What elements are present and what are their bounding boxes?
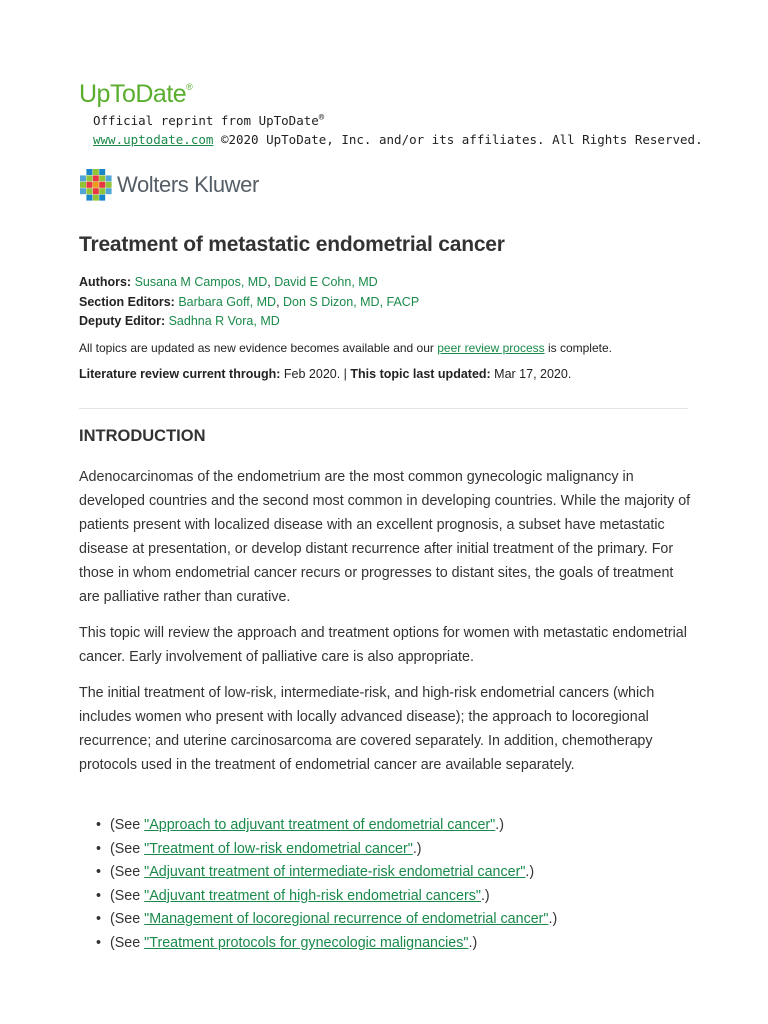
author-link[interactable]: Susana M Campos, MD xyxy=(134,275,268,289)
intro-paragraph-1: Adenocarcinomas of the endometrium are the most common gynecologic malignancy in developed countries and the second most common in developing countries. While the majority of patients present with localized disease with an excellent prognosis, a subset have metastatic disease at presentation, or develop distant recurrence after initial treatment of the primary. For those in whom endometrial cancer recurs or progresses to distant sites, the goals of treatment are palliative rather than curative. xyxy=(79,469,691,605)
topic-link[interactable]: "Adjuvant treatment of intermediate-risk endometrial cancer" xyxy=(144,864,526,880)
topic-link[interactable]: "Treatment protocols for gynecologic malignancies" xyxy=(144,934,469,951)
bullet-icon: • xyxy=(96,817,102,833)
section-editor-link[interactable]: Barbara Goff, MD xyxy=(178,294,277,309)
uptodate-logo: UpToDate® xyxy=(79,80,193,108)
wolters-kluwer-logo: Wolters Kluwer xyxy=(79,168,259,202)
topic-link[interactable]: "Approach to adjuvant treatment of endometrial cancer" xyxy=(144,817,496,833)
bullet-icon: • xyxy=(96,864,102,880)
see-suffix: .) xyxy=(495,817,504,833)
mosaic-tile xyxy=(86,182,92,188)
mosaic-tile xyxy=(99,188,105,194)
mosaic-tile xyxy=(99,182,105,188)
authors-line: Authors: Susana M Campos, MD, David E Cohn, MD xyxy=(79,275,378,289)
see-prefix: (See xyxy=(110,911,145,927)
author-link[interactable]: David E Cohn, MD xyxy=(274,275,378,289)
copyright-text: ©2020 UpToDate, Inc. and/or its affiliates. All Rights Reserved. xyxy=(213,132,703,148)
section-divider xyxy=(79,408,688,409)
see-suffix: .) xyxy=(412,840,422,857)
uptodate-site-link[interactable]: www.uptodate.com xyxy=(93,132,214,148)
mosaic-tile xyxy=(93,182,99,188)
list-item xyxy=(79,932,557,956)
topic-link[interactable]: "Treatment of low-risk endometrial cancer" xyxy=(144,840,413,857)
deputy-editor-link[interactable]: Sadhna R Vora, MD xyxy=(168,314,280,328)
mosaic-tile xyxy=(106,188,112,194)
section-editor-link[interactable]: Don S Dizon, MD, FACP xyxy=(283,294,420,309)
see-suffix: .) xyxy=(468,934,478,951)
mosaic-tile xyxy=(93,188,99,194)
list-item xyxy=(79,885,557,909)
review-dates: Literature review current through: Feb 2020. | This topic last updated: Mar 17, 2020. xyxy=(79,367,572,381)
mosaic-tile xyxy=(99,195,105,201)
mosaic-tile xyxy=(106,182,112,188)
peer-review-link[interactable]: peer review process xyxy=(437,341,545,355)
see-suffix: .) xyxy=(548,911,558,927)
mosaic-tile xyxy=(99,175,105,181)
article-credits xyxy=(79,273,419,332)
name-separator: , xyxy=(267,275,275,289)
mosaic-tile xyxy=(80,188,86,194)
mosaic-tile xyxy=(86,188,92,194)
mosaic-tile xyxy=(86,195,92,201)
name-separator: , xyxy=(276,294,284,309)
bullet-icon: • xyxy=(96,887,102,904)
mosaic-tile xyxy=(80,182,86,188)
topic-link[interactable]: "Management of locoregional recurrence of endometrial cancer" xyxy=(144,911,549,927)
see-prefix: (See xyxy=(110,864,145,880)
mosaic-tile xyxy=(93,195,99,201)
see-prefix: (See xyxy=(110,934,145,951)
bullet-icon: • xyxy=(96,934,102,951)
reprint-line: Official reprint from UpToDate xyxy=(93,113,319,129)
see-suffix: .) xyxy=(525,864,535,880)
article-title: Treatment of metastatic endometrial cancer xyxy=(79,233,505,256)
mosaic-tile xyxy=(93,175,99,181)
bullet-icon: • xyxy=(96,911,102,927)
see-prefix: (See xyxy=(110,840,145,857)
reprint-notice: Official reprint from UpToDate® www.uptodate.com ©2020 UpToDate, Inc. and/or its affiliates. All Rights Reserved. xyxy=(93,113,703,148)
list-item xyxy=(79,861,557,885)
list-item xyxy=(79,908,557,932)
list-item xyxy=(79,814,557,838)
wolters-kluwer-mosaic-icon xyxy=(79,168,113,202)
section-editors-line: Section Editors: Barbara Goff, MD, Don S Dizon, MD, FACP xyxy=(79,294,420,309)
update-note: All topics are updated as new evidence becomes available and our peer review process is complete. xyxy=(79,341,612,355)
intro-paragraph-2: This topic will review the approach and treatment options for women with metastatic endometrial cancer. Early involvement of palliative care is also appropriate. xyxy=(79,625,687,665)
see-prefix: (See xyxy=(110,817,145,833)
mosaic-tile xyxy=(86,175,92,181)
mosaic-tile xyxy=(93,169,99,175)
deputy-editor-line: Deputy Editor: Sadhna R Vora, MD xyxy=(79,314,280,328)
mosaic-tile xyxy=(99,169,105,175)
mosaic-tile xyxy=(86,169,92,175)
section-heading-introduction: INTRODUCTION xyxy=(79,427,206,445)
intro-paragraph-3: The initial treatment of low-risk, intermediate-risk, and high-risk endometrial cancers (which includes women who present with locally advanced disease); the approach to locoregional recurrence; and uterine carcinosarcoma are covered separately. In addition, chemotherapy protocols used in the treatment of endometrial cancer are available separately. xyxy=(79,685,655,773)
see-suffix: .) xyxy=(480,887,490,904)
mosaic-tile xyxy=(106,175,112,181)
see-also-list xyxy=(79,814,557,955)
see-prefix: (See xyxy=(110,887,145,904)
topic-link[interactable]: "Adjuvant treatment of high-risk endometrial cancers" xyxy=(144,887,481,904)
list-item xyxy=(79,838,557,862)
bullet-icon: • xyxy=(96,840,102,857)
mosaic-tile xyxy=(80,175,86,181)
